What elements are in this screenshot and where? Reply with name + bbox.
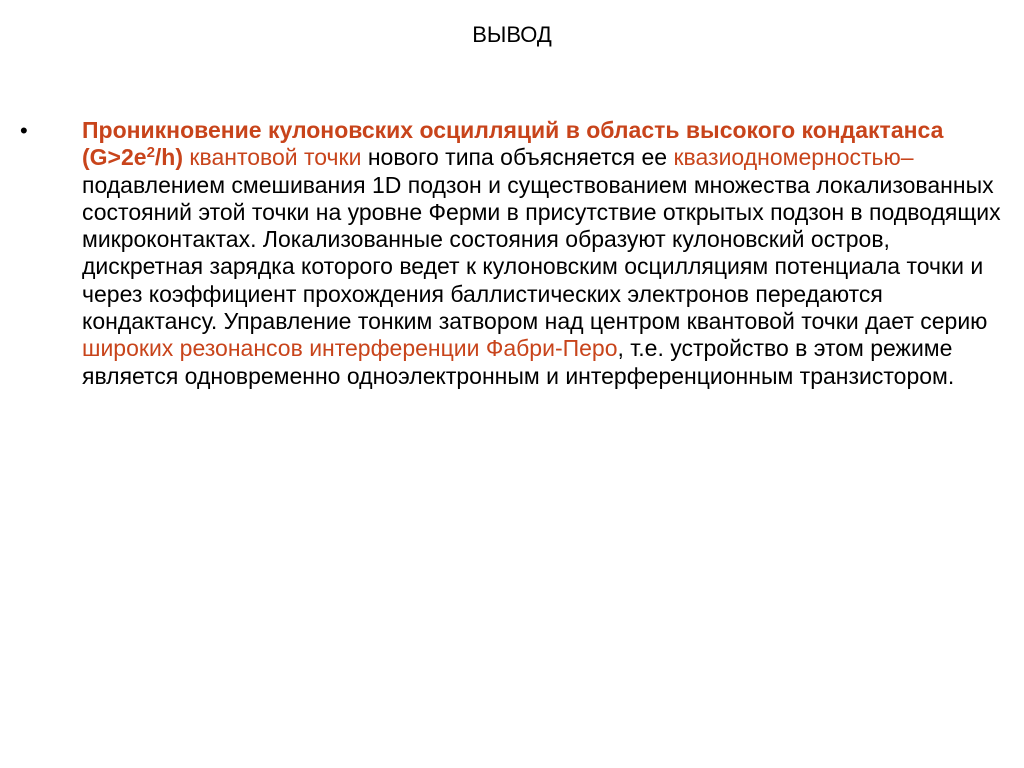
term-quantum-dot: квантовой точки bbox=[189, 144, 362, 171]
term-quasi-1d: квазиодномерностью– bbox=[673, 144, 914, 171]
lead-bold-text: Проникновение кулоновских осцилляций в область высокого кондактанса (G>2e bbox=[82, 117, 944, 171]
lead-bold-text-end: /h) bbox=[154, 144, 184, 171]
bullet-text bbox=[82, 117, 1007, 390]
slide-title: ВЫВОД bbox=[472, 22, 552, 47]
bullet-marker: • bbox=[20, 118, 28, 143]
superscript-exponent: 2 bbox=[146, 144, 155, 162]
term-fabry-perot: широких резонансов интерференции Фабри-Перо bbox=[82, 335, 618, 362]
body-text-part-3: , т.е. устройство в этом режиме является одновременно одноэлектронным и интерференционным транзистором. bbox=[82, 335, 955, 389]
body-text-part-2: подавлением смешивания 1D подзон и существованием множества локализованных состояний этой точки на уровне Ферми в присутствие открытых подзон в подводящих микроконтактах. Локализованные состояния образуют кулоновский остров, дискретная зарядка которого ведет к кулоновским осцилляциям потенциала точки и через коэффициент прохождения баллистических электронов передаются кондактансу. Управление тонким затвором над центром квантовой точки дает серию bbox=[82, 171, 1001, 335]
body-text-part-1: нового типа объясняется ее bbox=[367, 144, 668, 171]
